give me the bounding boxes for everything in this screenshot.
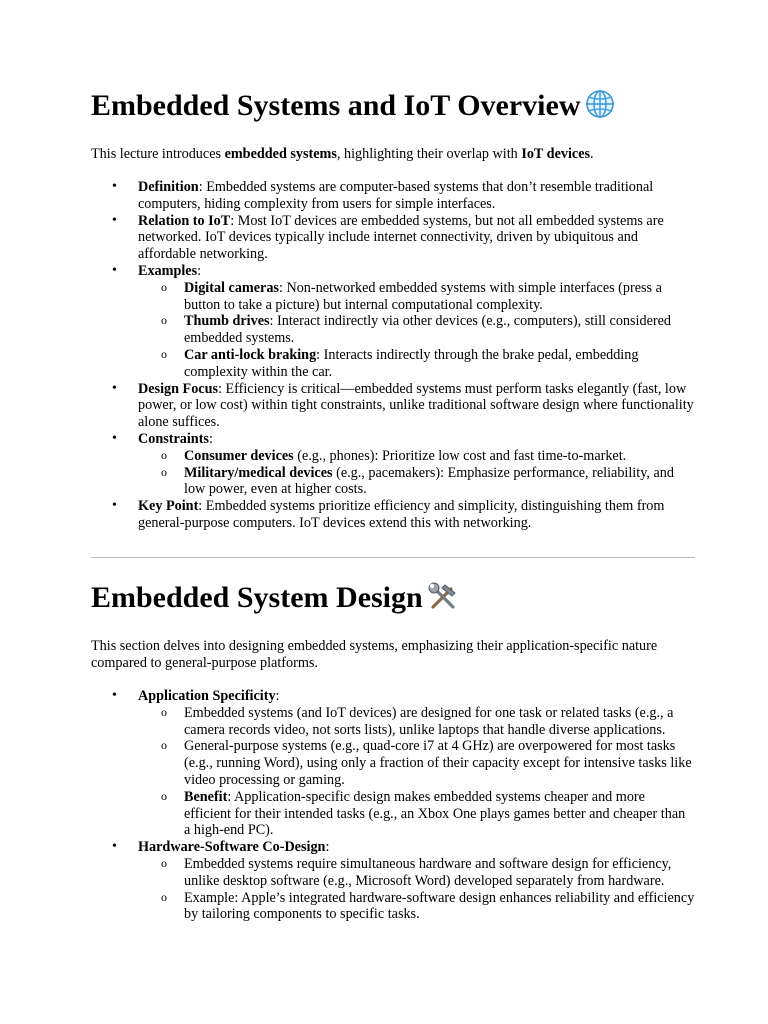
sub-list-item: o Car anti-lock braking: Interacts indirectly through the brake pedal, embedding complexity within the car. [138, 347, 695, 381]
section-title: Embedded System Design [91, 580, 695, 620]
list-item: • Constraints: o Consumer devices (e.g., phones): Prioritize low cost and fast time-to-market. o Military/medical devices (e.g., pacemakers): Emphasize performance, reliability, and low power, even at higher costs. [91, 431, 695, 498]
sub-list [138, 705, 695, 839]
globe-icon [585, 89, 615, 128]
section-divider [91, 557, 695, 558]
list-item: • Key Point: Embedded systems prioritize efficiency and simplicity, distinguishing them from general-purpose computers. IoT devices extend this with networking. [91, 498, 695, 532]
list-item: • Definition: Embedded systems are computer-based systems that don’t resemble traditional computers, hiding complexity from users for simple interfaces. [91, 179, 695, 213]
list-item: • Design Focus: Efficiency is critical—embedded systems must perform tasks elegantly (fast, low power, or low cost) within tight constraints, unlike traditional software design where functionality alone suffices. [91, 381, 695, 431]
sub-list [138, 448, 695, 498]
sub-list-item: o Example: Apple’s integrated hardware-software design enhances reliability and efficiency by tailoring components to specific tasks. [138, 890, 695, 924]
bullet-list [91, 179, 695, 532]
sub-list [138, 280, 695, 381]
sub-list [138, 856, 695, 923]
list-item: • Application Specificity: o Embedded systems (and IoT devices) are designed for one task or related tasks (e.g., a camera records video, not sorts lists), unlike laptops that handle diverse applications. o General-purpose systems (e.g., quad-core i7 at 4 GHz) are overpowered for most tasks (e.g., running Word), using only a fraction of their capacity except for intensive tasks like video processing or gaming. o Benefit: Application-specific design makes embedded systems cheaper and more efficient for their intended tasks (e.g., an Xbox One plays games better and cheaper than a high-end PC). [91, 688, 695, 839]
sub-list-item: o Embedded systems (and IoT devices) are designed for one task or related tasks (e.g., a camera records video, not sorts lists), unlike laptops that handle diverse applications. [138, 705, 695, 739]
sub-list-item: o Benefit: Application-specific design makes embedded systems cheaper and more efficient for their intended tasks (e.g., an Xbox One plays games better and cheaper than a high-end PC). [138, 789, 695, 839]
section-intro: This lecture introduces embedded systems, highlighting their overlap with IoT devices. [91, 146, 594, 162]
sub-list-item: o Embedded systems require simultaneous hardware and software design for efficiency, unlike desktop software (e.g., Microsoft Word) developed separately from hardware. [138, 856, 695, 890]
list-item: • Examples: o Digital cameras: Non-networked embedded systems with simple interfaces (press a button to take a picture) but internal computational complexity. o Thumb drives: Interact indirectly via other devices (e.g., computers), still considered embedded systems. o Car anti-lock braking: Interacts indirectly through the brake pedal, embedding complexity within the car. [91, 263, 695, 381]
section-title: Embedded Systems and IoT Overview [91, 88, 695, 128]
sub-list-item: o Thumb drives: Interact indirectly via other devices (e.g., computers), still considered embedded systems. [138, 313, 695, 347]
hammer-and-wrench-icon [427, 581, 459, 620]
section-intro: This section delves into designing embedded systems, emphasizing their application-specific nature compared to general-purpose platforms. [91, 638, 658, 671]
bullet-list [91, 688, 695, 923]
list-item: • Relation to IoT: Most IoT devices are embedded systems, but not all embedded systems are networked. IoT devices typically include internet connectivity, driven by ubiquitous and affordable networking. [91, 213, 695, 263]
sub-list-item: o Digital cameras: Non-networked embedded systems with simple interfaces (press a button to take a picture) but internal computational complexity. [138, 280, 695, 314]
sub-list-item: o Military/medical devices (e.g., pacemakers): Emphasize performance, reliability, and low power, even at higher costs. [138, 465, 695, 499]
list-item: • Hardware-Software Co-Design: o Embedded systems require simultaneous hardware and software design for efficiency, unlike desktop software (e.g., Microsoft Word) developed separately from hardware. o Example: Apple’s integrated hardware-software design enhances reliability and efficiency by tailoring components to specific tasks. [91, 839, 695, 923]
section-design [91, 580, 695, 923]
sub-list-item: o Consumer devices (e.g., phones): Prioritize low cost and fast time-to-market. [138, 448, 695, 465]
sub-list-item: o General-purpose systems (e.g., quad-core i7 at 4 GHz) are overpowered for most tasks (e.g., running Word), using only a fraction of their capacity except for intensive tasks like video processing or gaming. [138, 738, 695, 788]
section-overview [91, 88, 695, 532]
